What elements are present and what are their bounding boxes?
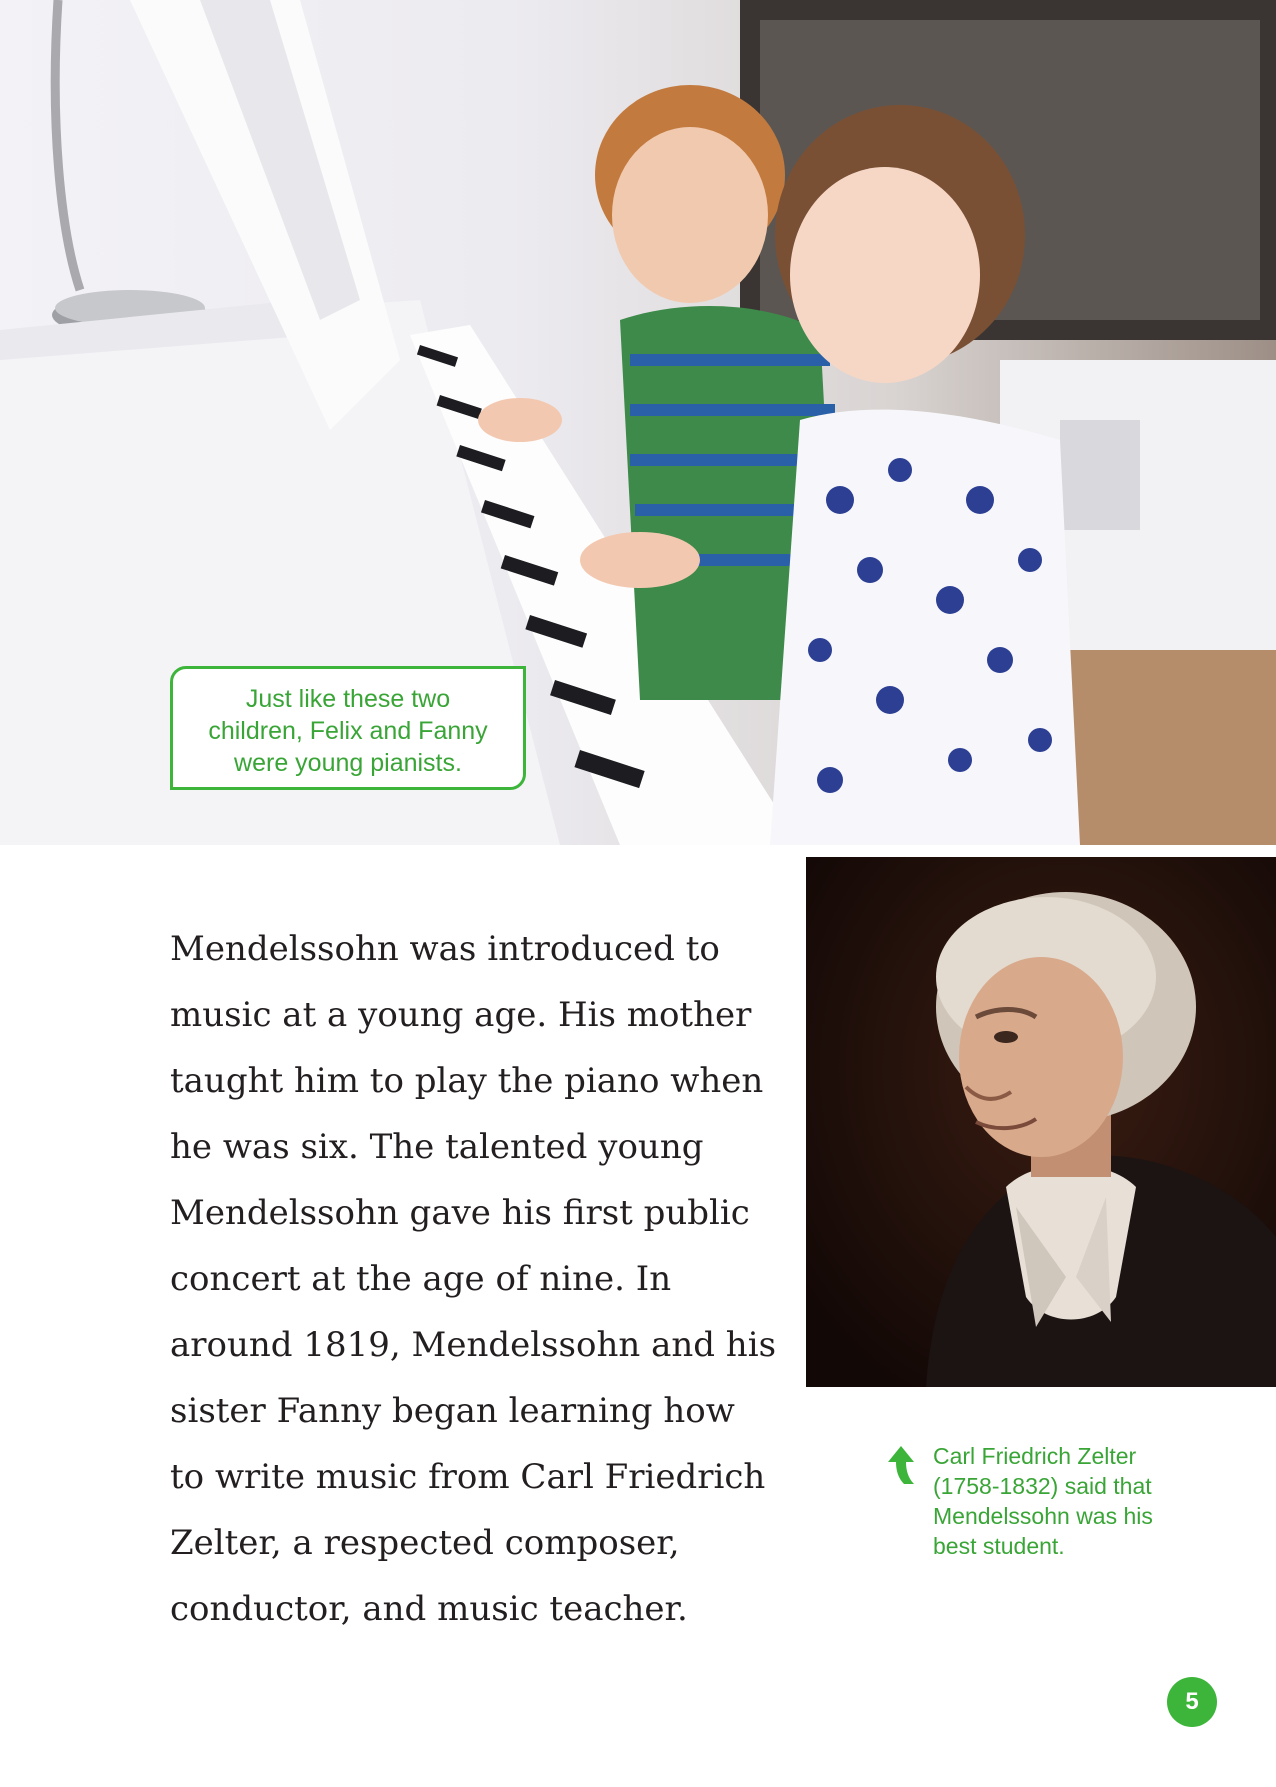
body-line: to write music from Carl Friedrich [170, 1457, 766, 1497]
photo-caption-line: children, Felix and Fanny [208, 717, 488, 745]
body-line: he was six. The talented young [170, 1127, 704, 1167]
photo-caption-line: Just like these two [245, 685, 451, 713]
zelter-portrait-illustration [806, 857, 1276, 1387]
body-paragraph [170, 916, 777, 1642]
body-line: sister Fanny began learning how [170, 1391, 735, 1431]
body-line: Zelter, a respected composer, [170, 1523, 680, 1563]
portrait-caption-line: Mendelssohn was his [933, 1503, 1153, 1529]
photo-caption [170, 666, 526, 790]
portrait-caption-line: best student. [933, 1533, 1065, 1559]
zelter-portrait [806, 857, 1276, 1387]
body-line: concert at the age of nine. In [170, 1259, 672, 1299]
page-number: 5 [1167, 1677, 1217, 1727]
body-line: Mendelssohn gave his first public [170, 1193, 750, 1233]
photo-caption-line: were young pianists. [234, 749, 462, 777]
portrait-caption-line: (1758-1832) said that [933, 1473, 1152, 1499]
children-piano-photo [0, 0, 1276, 845]
body-line: around 1819, Mendelssohn and his [170, 1325, 777, 1365]
portrait-caption-line: Carl Friedrich Zelter [933, 1443, 1137, 1469]
arrow-up-icon [886, 1444, 916, 1486]
body-line: conductor, and music teacher. [170, 1589, 688, 1629]
portrait-caption [933, 1441, 1233, 1561]
body-line: taught him to play the piano when [170, 1061, 764, 1101]
body-line: Mendelssohn was introduced to [170, 929, 720, 969]
body-line: music at a young age. His mother [170, 995, 752, 1035]
